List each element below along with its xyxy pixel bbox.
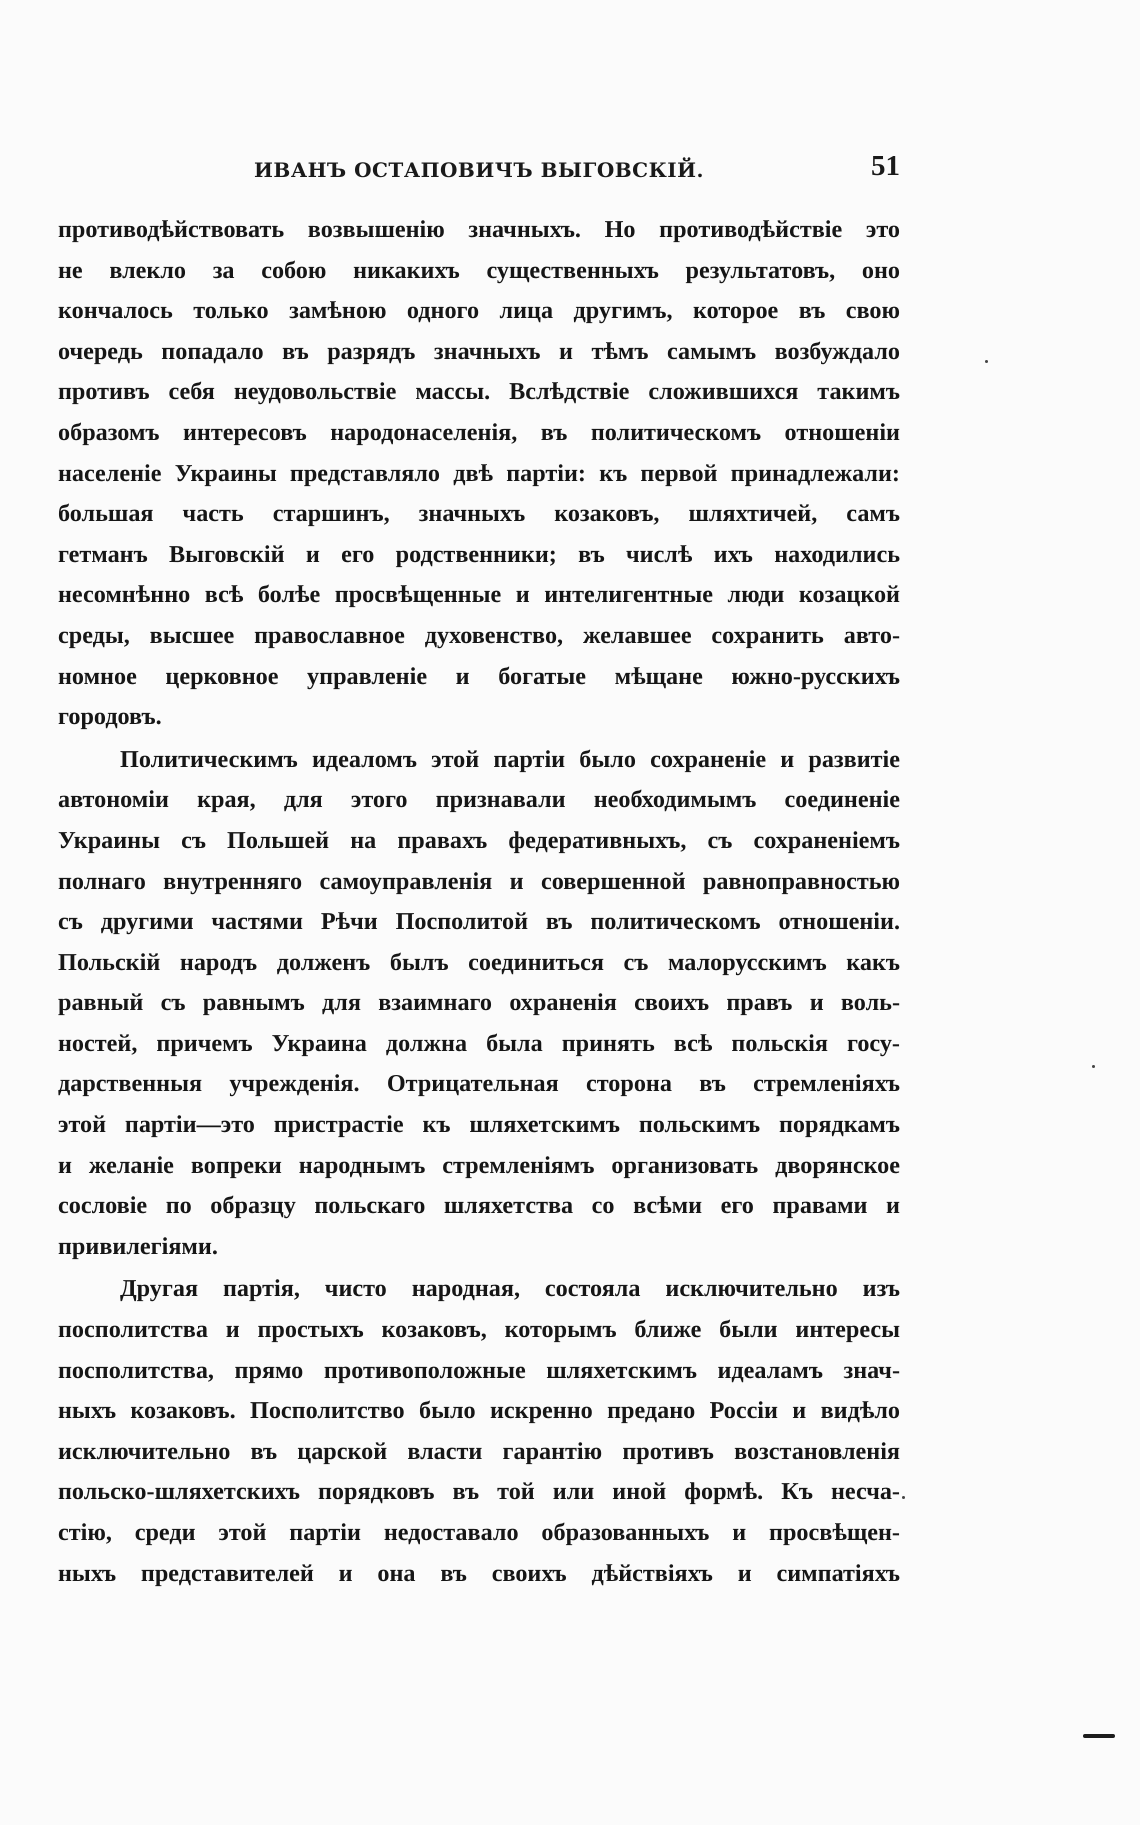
text-line: этой партіи—это пристрастіе къ шляхетскимъ польскимъ порядкамъ	[58, 1111, 900, 1139]
text-line: кончалось только замѣною одного лица другимъ, которое въ свою	[58, 297, 900, 325]
page-edge-mark	[1083, 1734, 1115, 1738]
paragraph-3	[58, 1269, 900, 1594]
text-line: стію, среди этой партіи недоставало образованныхъ и просвѣщен-	[58, 1519, 900, 1546]
running-head	[58, 150, 900, 190]
text-line: посполитства и простыхъ козаковъ, которымъ ближе были интересы	[58, 1316, 900, 1344]
text-line: гетманъ Выговскій и его родственники; въ числѣ ихъ находились	[58, 540, 900, 568]
text-line: посполитства, прямо противоположные шляхетскимъ идеаламъ знач-	[58, 1356, 900, 1384]
text-line: исключительно въ царской власти гарантію противъ возстановленія	[58, 1437, 900, 1465]
text-line: полнаго внутренняго самоуправленія и совершенной равноправностью	[58, 867, 900, 895]
text-line: Политическимъ идеаломъ этой партіи было сохраненіе и развитіе	[120, 745, 900, 773]
text-line: большая часть старшинъ, значныхъ козаковъ, шляхтичей, самъ	[58, 500, 900, 528]
text-line: автономіи края, для этого признавали необходимымъ соединеніе	[58, 786, 900, 814]
text-line: несомнѣнно всѣ болѣе просвѣщенные и интелигентные люди козацкой	[58, 581, 900, 609]
text-line: равный съ равнымъ для взаимнаго охраненія своихъ правъ и воль-	[58, 989, 900, 1017]
text-line: ныхъ представителей и она въ своихъ дѣйствіяхъ и симпатіяхъ	[58, 1559, 900, 1587]
text-line: не влекло за собою никакихъ существенныхъ результатовъ, оно	[58, 256, 900, 284]
paragraph-1	[58, 210, 900, 738]
text-line: сословіе по образцу польскаго шляхетства со всѣми его правами и	[58, 1192, 900, 1220]
text-line: дарственныя учрежденія. Отрицательная сторона въ стремленіяхъ	[58, 1070, 900, 1098]
text-line: городовъ.	[58, 703, 162, 731]
text-line: и желаніе вопреки народнымъ стремленіямъ организовать дворянское	[58, 1151, 900, 1179]
body-text	[58, 210, 900, 1594]
text-line: Польскій народъ долженъ былъ соединиться съ малорусскимъ какъ	[58, 948, 900, 976]
running-title: ИВАНЪ ОСТАПОВИЧЪ ВЫГОВСКІЙ.	[254, 158, 704, 182]
text-line: номное церковное управленіе и богатые мѣщане южно-русскихъ	[58, 662, 900, 690]
text-line: среды, высшее православное духовенство, желавшее сохранить авто-	[58, 621, 900, 649]
margin-speck	[985, 360, 988, 363]
paragraph-2	[58, 740, 900, 1268]
text-line: Украины съ Польшей на правахъ федеративныхъ, съ сохраненіемъ	[58, 826, 900, 854]
margin-speck	[902, 1496, 905, 1499]
page-number: 51	[871, 150, 900, 182]
text-line: противодѣйствовать возвышенію значныхъ. Но противодѣйствіе это	[58, 216, 900, 243]
text-line: населеніе Украины представляло двѣ партіи: къ первой принадлежали:	[58, 459, 900, 487]
margin-speck	[1092, 1065, 1095, 1068]
text-line: Другая партія, чисто народная, состояла исключительно изъ	[120, 1275, 900, 1303]
text-line: ныхъ козаковъ. Посполитство было искренно предано Россіи и видѣло	[58, 1397, 900, 1425]
text-line: съ другими частями Рѣчи Посполитой въ политическомъ отношеніи.	[58, 908, 900, 936]
text-line: привилегіями.	[58, 1232, 218, 1260]
text-line: очередь попадало въ разрядъ значныхъ и тѣмъ самымъ возбуждало	[58, 337, 900, 365]
text-line: ностей, причемъ Украина должна была принять всѣ польскія госу-	[58, 1029, 900, 1057]
text-line: польско-шляхетскихъ порядковъ въ той или иной формѣ. Къ несча-	[58, 1478, 900, 1506]
text-line: противъ себя неудовольствіе массы. Вслѣдствіе сложившихся такимъ	[58, 378, 900, 406]
text-line: образомъ интересовъ народонаселенія, въ политическомъ отношеніи	[58, 418, 900, 446]
